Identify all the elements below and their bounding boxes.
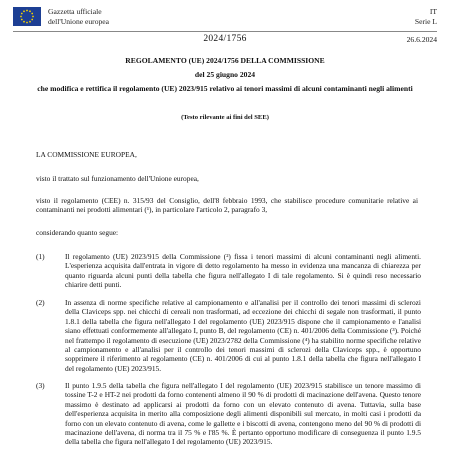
gazette-line-1: Gazzetta ufficiale (48, 7, 102, 16)
gazette-line-2: dell'Unione europea (48, 16, 110, 26)
header-divider (13, 31, 437, 32)
gazette-name (48, 7, 109, 26)
recital-text: Il punto 1.9.5 della tabella che figura nell'allegato I del regolamento (UE) 2023/915 stabilisce un tenore massimo di tossine T-2 e HT-2 nei prodotti da forno contenenti almeno il 90 % di prodotti di macinazione dell'avena. Questo tenore massimo è destinato ad applicarsi ai prodotti da forno con un elevato contenuto di avena. Tuttavia, sulla base dell'esperienza acquisita in merito alla composizione degli alimenti disponibili sul mercato, in molti casi i prodotti da forno con un elevato contenuto di avena, come le gallette e i biscotti di avena, contengono meno del 90 % di prodotti di macinazione dell'avena, di norma tra il 75 % e l'85 %. È pertanto opportuno modificare di conseguenza il punto 1.9.5 della tabella che figura nell'allegato I del regolamento (UE) 2023/915. (65, 381, 421, 447)
citation-regulation: visto il regolamento (CEE) n. 315/93 del Consiglio, dell'8 febbraio 1993, che stabilisce procedure comunitarie relative ai contaminanti nei prodotti alimentari (¹), in particolare l'articolo 2, paragrafo 3, (36, 196, 418, 215)
regulation-date: del 25 giugno 2024 (194, 70, 256, 79)
language-code: IT (429, 7, 437, 16)
whereas-intro: considerando quanto segue: (36, 228, 119, 237)
recital-number: (1) (36, 252, 45, 261)
eea-relevance-note: (Testo rilevante ai fini del SEE) (181, 114, 269, 121)
document-number: 2024/1756 (203, 34, 247, 44)
series-label: Serie L (414, 16, 437, 26)
eu-flag-icon (13, 7, 41, 26)
citation-treaty: visto il trattato sul funzionamento dell'Unione europea, (36, 174, 199, 183)
recital-text: Il regolamento (UE) 2023/915 della Commissione (²) fissa i tenori massimi di alcuni contaminanti negli alimenti. L'esperienza acquisita dall'entrata in vigore di detto regolamento ha messo in evidenza una mancanza di chiarezza per quanto riguarda alcuni punti della tabella che figura nell'allegato I di tale regolamento. Si è quindi reso necessario chiarire detti punti. (65, 252, 421, 290)
regulation-subject: che modifica e rettifica il regolamento (UE) 2023/915 relativo ai tenori massimi di alcuni contaminanti negli alimenti (37, 84, 413, 93)
publication-date: 26.6.2024 (406, 35, 437, 44)
regulation-title: REGOLAMENTO (UE) 2024/1756 DELLA COMMISSIONE (125, 56, 325, 65)
commission-heading: LA COMMISSIONE EUROPEA, (36, 150, 137, 159)
recital-number: (2) (36, 298, 45, 307)
recital-number: (3) (36, 381, 45, 390)
language-series (415, 7, 437, 26)
recital-text: In assenza di norme specifiche relative al campionamento e all'analisi per il controllo dei tenori massimi di sclerozi della Claviceps spp. nei chicchi di cereali non trasformati, ad eccezione dei chicchi di segale non trasformati, il punto 1.8.1 della tabella che figura nell'allegato I del regolamento (UE) 2023/915 dispone che il campionamento e l'analisi siano effettuati conformemente all'allegato I, punto B, del regolamento (CE) n. 401/2006 della Commissione (³). Poiché nel frattempo il regolamento di esecuzione (UE) 2023/2782 della Commissione (⁴) ha stabilito norme specifiche relative al campionamento e all'analisi per il controllo dei tenori massimi di sclerozi della Claviceps spp., è opportuno sopprimere il riferimento al regolamento (CE) n. 401/2006 di cui al punto 1.8.1 della tabella che figura nell'allegato I del regolamento (UE) 2023/915. (65, 298, 421, 373)
eu-flag-stars (13, 7, 41, 26)
